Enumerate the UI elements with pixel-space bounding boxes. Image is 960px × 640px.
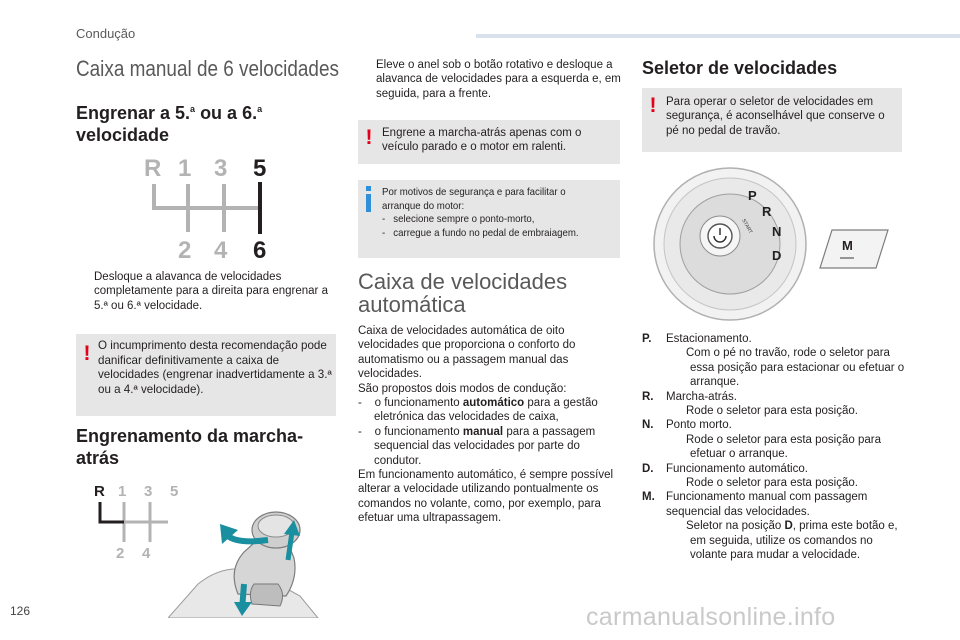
watermark: carmanualsonline.info bbox=[586, 603, 836, 631]
list-item: - carregue a fundo no pedal de embraiagem. bbox=[382, 226, 579, 239]
position-n: N. Ponto morto. Rode o seletor para esta posição para efetuar o arranque. bbox=[642, 419, 881, 461]
gear-label-6: 6 bbox=[253, 237, 267, 264]
warning-box-selector: ! Para operar o seletor de velocidades em segurança, é aconselhável que conserve o pé no pedal de travão. bbox=[642, 88, 902, 152]
info-intro: Por motivos de segurança e para facilitar o arranque do motor: bbox=[382, 186, 566, 212]
list-item: - o funcionamento manual para a passagem sequencial das velocidades por parte do condutor. bbox=[358, 425, 596, 467]
rev-gear-label-5: 5 bbox=[170, 483, 179, 500]
warning-icon: ! bbox=[83, 342, 91, 365]
position-r: R. Marcha-atrás. Rode o seletor para esta posição. bbox=[642, 390, 858, 418]
engage-5-6-instruction: Desloque a alavanca de velocidades completamente para a direita para engrenar a 5.ª ou 6.ª velocidade. bbox=[94, 271, 328, 312]
position-d: D. Funcionamento automático. Rode o seletor para esta posição. bbox=[642, 462, 858, 490]
warning-icon: ! bbox=[649, 94, 657, 117]
info-icon-bar bbox=[366, 194, 371, 212]
selector-title: Seletor de velocidades bbox=[642, 58, 838, 78]
gear-label-5: 5 bbox=[253, 155, 267, 182]
gear-selector-dial bbox=[648, 164, 812, 324]
gear-pattern-5-6-diagram bbox=[142, 150, 282, 265]
rev-gear-label-r: R bbox=[94, 483, 105, 500]
gear-label-r: R bbox=[144, 155, 162, 182]
gear-label-4: 4 bbox=[214, 237, 228, 264]
rev-gear-label-2: 2 bbox=[116, 545, 125, 562]
selector-positions-list bbox=[642, 332, 908, 563]
gear-label-3: 3 bbox=[214, 155, 228, 182]
position-p: P. Estacionamento. Com o pé no travão, rode o seletor para essa posição para estacionar ou efetuar o arranque. bbox=[642, 333, 905, 389]
dial-letter-d: D bbox=[772, 248, 782, 263]
list-item: - o funcionamento automático para a gestão eletrónica das velocidades de caixa, bbox=[358, 397, 598, 424]
page-number: 126 bbox=[10, 604, 31, 618]
gear-label-1: 1 bbox=[178, 155, 192, 182]
gear-label-2: 2 bbox=[178, 237, 192, 264]
driving-modes-list bbox=[358, 396, 624, 468]
warning-box-reverse: ! Engrene a marcha-atrás apenas com o veículo parado e o motor em ralenti. bbox=[358, 120, 620, 164]
m-button-label: M bbox=[842, 238, 853, 253]
header-rule bbox=[476, 34, 960, 38]
info-icon bbox=[366, 186, 371, 191]
info-box-safety bbox=[358, 180, 620, 258]
info-list bbox=[382, 213, 612, 240]
reverse-gear-title: Engrenamento da marcha- atrás bbox=[76, 426, 304, 468]
dial-letter-r: R bbox=[762, 204, 772, 219]
gear-lever-illustration bbox=[168, 500, 338, 618]
rev-gear-label-3: 3 bbox=[144, 483, 153, 500]
warning-icon: ! bbox=[365, 126, 373, 149]
reverse-instruction: Eleve o anel sob o botão rotativo e desloque a alavanca de velocidades para a esquerda e, em seguida, para a frente. bbox=[376, 59, 621, 100]
start-label: START bbox=[740, 218, 754, 235]
position-m: M. Funcionamento manual com passagem sequencial das velocidades. Seletor na posição D, prima este botão e, em seguida, utilize os comandos no volante para mudar a velocidade. bbox=[642, 491, 898, 562]
manual-gearbox-title: Caixa manual de 6 velocidades bbox=[76, 56, 339, 81]
dial-letter-p: P bbox=[748, 188, 757, 203]
rev-gear-label-4: 4 bbox=[142, 545, 151, 562]
dial-letter-n: N bbox=[772, 224, 782, 239]
m-button[interactable] bbox=[818, 228, 890, 270]
engage-5-6-title: Engrenar a 5.$^a$ ou a 6.$^a$ velocidade bbox=[76, 103, 263, 145]
list-item: - selecione sempre o ponto-morto, bbox=[382, 213, 535, 226]
automatic-gearbox-title: Caixa de velocidades automática bbox=[358, 269, 568, 317]
rev-gear-label-1: 1 bbox=[118, 483, 127, 500]
warning-box-5-6: ! O incumprimento desta recomendação pode danificar definitivamente a caixa de velocidades (engrenar inadvertidamente a 3.ª ou a 4.ª velocidade). bbox=[76, 334, 336, 416]
section-header: Condução bbox=[76, 26, 136, 41]
automatic-description: Caixa de velocidades automática de oito velocidades que proporciona o conforto do automatismo ou a passagem manual das velocidades. São propostos dois modos de condução: - o funcionamento automático para a gestão eletrónica das velocidades de caixa, - o funcionamento manual para a passagem sequencial das velocidades por parte do condutor. Em funcionamento automático, é sempre possível alterar a velocidade utilizando pontualmente os comandos no volante, como, por exemplo, para efetuar uma ultrapassagem. bbox=[358, 324, 624, 526]
